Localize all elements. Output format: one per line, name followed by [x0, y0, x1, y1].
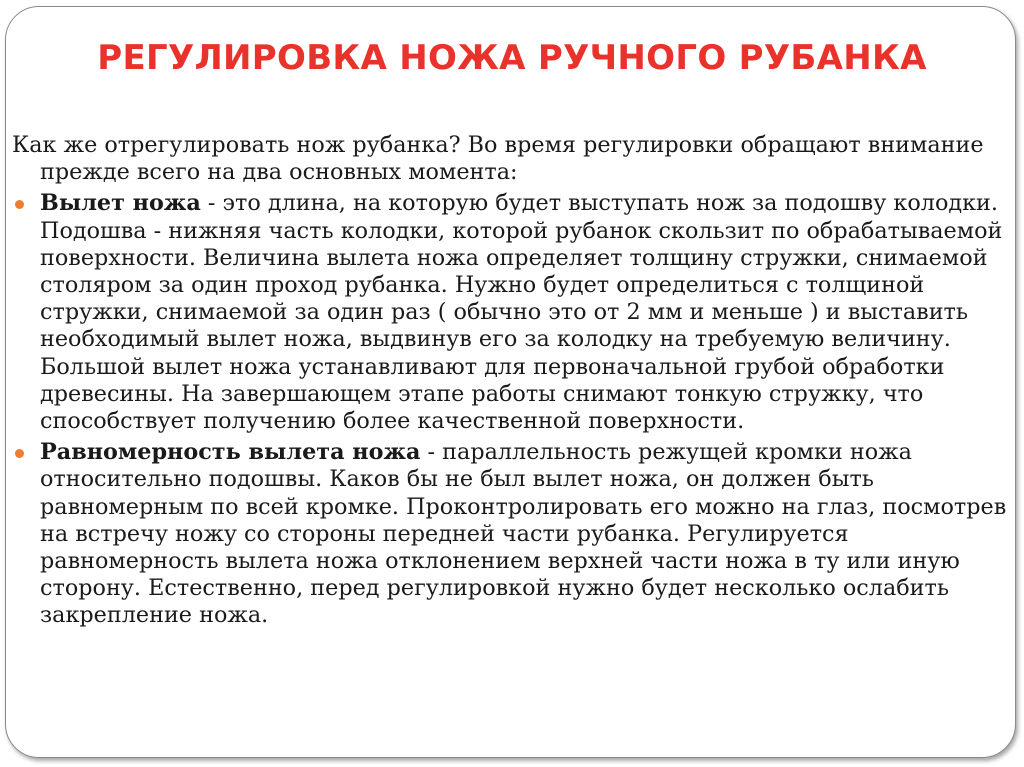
bullet-term: Равномерность вылета ножа	[40, 439, 421, 466]
slide-body	[12, 132, 1012, 634]
bullet-dot-icon	[15, 200, 24, 209]
intro-paragraph: Как же отрегулировать нож рубанка? Во время регулировки обращают внимание прежде всего на два основных момента:	[12, 132, 984, 186]
bullet-text: - это длина, на которую будет выступать нож за подошву колодки. Подошва - нижняя часть колодки, которой рубанок скользит по обрабатываемой поверхности. Величина вылета ножа определяет толщину стружки, снимаемой столяром за один проход рубанка. Нужно будет определиться с толщиной стружки, снимаемой за один раз ( обычно это от 2 мм и меньше ) и выставить необходимый вылет ножа, выдвинув его за колодку на требуемую величину. Большой вылет ножа устанавливают для первоначальной грубой обработки древесины. На завершающем этапе работы снимают тонкую стружку, что способствует получению более качественной поверхности.	[40, 190, 1003, 435]
bullet-term: Вылет ножа	[40, 190, 201, 217]
bullet-item-blade-protrusion	[12, 190, 1012, 435]
bullet-dot-icon	[15, 449, 24, 458]
bullet-text: - параллельность режущей кромки ножа относительно подошвы. Каков бы не был вылет ножа, он должен быть равномерным по всей кромке. Проконтролировать его можно на глаз, посмотрев на встречу ножу со стороны передней части рубанка. Регулируется равномерность вылета ножа отклонением верхней части ножа в ту или иную сторону. Естественно, перед регулировкой нужно будет несколько ослабить закрепление ножа.	[40, 439, 1007, 629]
bullet-item-blade-evenness	[12, 439, 1012, 629]
slide-title: РЕГУЛИРОВКА НОЖА РУЧНОГО РУБАНКА	[97, 38, 927, 78]
